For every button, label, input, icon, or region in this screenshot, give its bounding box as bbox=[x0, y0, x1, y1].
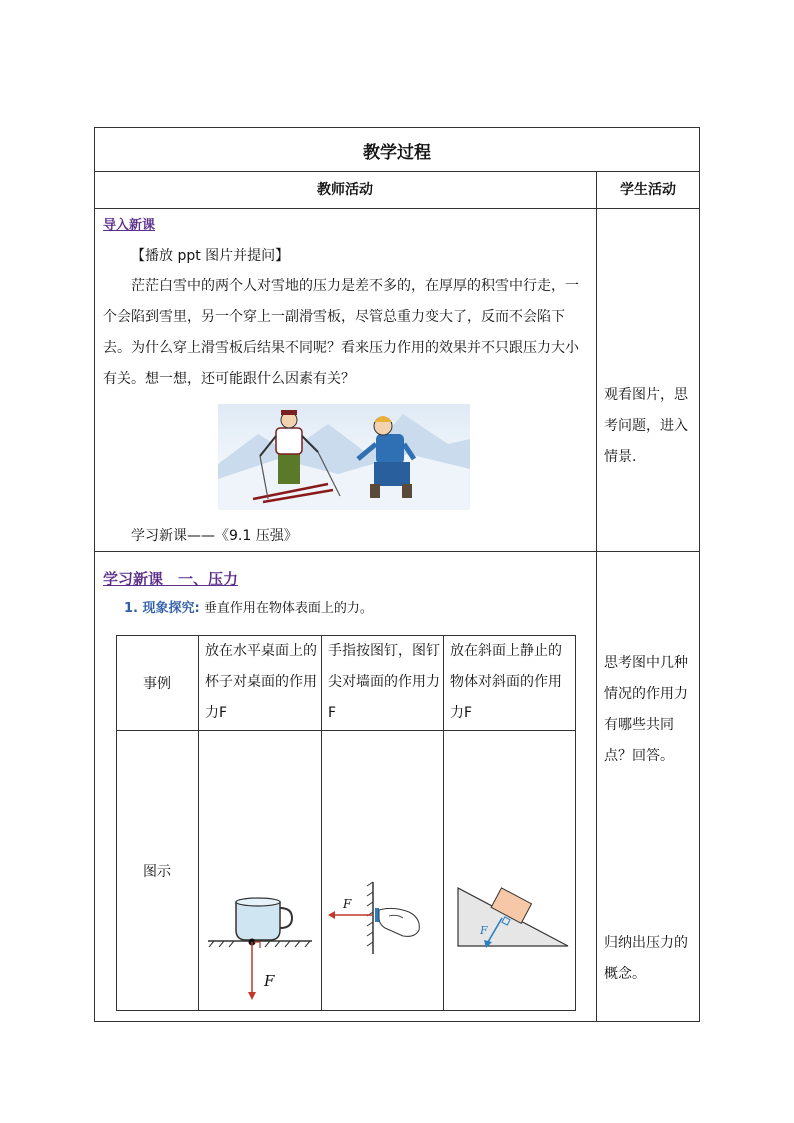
divider bbox=[443, 635, 444, 1011]
prompt-text: 【播放 ppt 图片并提问】 bbox=[131, 248, 290, 264]
item-1-text: 垂直作用在物体表面上的力。 bbox=[203, 601, 373, 616]
student-activity-3: 归纳出压力的概念。 bbox=[604, 935, 688, 982]
student-header: 学生活动 bbox=[620, 182, 676, 198]
divider bbox=[94, 208, 700, 209]
incline-diagram bbox=[446, 880, 572, 952]
example-cup: 放在水平桌面上的杯子对桌面的作用力F bbox=[205, 643, 317, 721]
example-incline: 放在斜面上静止的物体对斜面的作用力F bbox=[450, 643, 562, 721]
student-activity-2: 思考图中几种情况的作用力有哪些共同点？回答。 bbox=[604, 655, 688, 764]
page-title: 教学过程 bbox=[363, 143, 431, 163]
section-heading-pressure: 学习新课 一、压力 bbox=[103, 570, 239, 588]
divider bbox=[94, 171, 700, 172]
student-activity-1: 观看图片，思考问题，进入情景. bbox=[604, 387, 688, 465]
intro-paragraph: 茫茫白雪中的两个人对雪地的压力是差不多的，在厚厚的积雪中行走，一个会陷到雪里，另一个穿上一副滑雪板，尽管总重力变大了，反而不会陷下去。为什么穿上滑雪板后结果不同呢？看来压力作用的效果并不只跟压力大小有关。想一想，还可能跟什么因素有关？ bbox=[103, 278, 579, 387]
row-label-diagram: 图示 bbox=[143, 864, 171, 880]
cup-diagram bbox=[200, 880, 320, 1005]
lesson-title-footer: 学习新课——《9.1 压强》 bbox=[131, 528, 298, 544]
force-label-cup: F bbox=[264, 972, 275, 990]
teacher-header: 教师活动 bbox=[317, 182, 373, 198]
example-thumbtack: 手指按图钉，图钉尖对墙面的作用力F bbox=[328, 643, 440, 721]
thumbtack-diagram bbox=[323, 878, 441, 958]
divider bbox=[321, 635, 322, 1011]
force-label-incline: F bbox=[480, 924, 488, 937]
divider bbox=[116, 730, 576, 731]
item-1-label: 1. 现象探究: bbox=[124, 601, 200, 616]
section-heading-intro: 导入新课 bbox=[103, 218, 156, 233]
force-label-tack: F bbox=[343, 897, 352, 911]
item-1 bbox=[124, 599, 373, 619]
divider bbox=[198, 635, 199, 1011]
row-label-example: 事例 bbox=[143, 676, 171, 692]
divider bbox=[596, 171, 597, 1022]
divider bbox=[94, 551, 700, 552]
skiers-illustration bbox=[218, 404, 470, 510]
